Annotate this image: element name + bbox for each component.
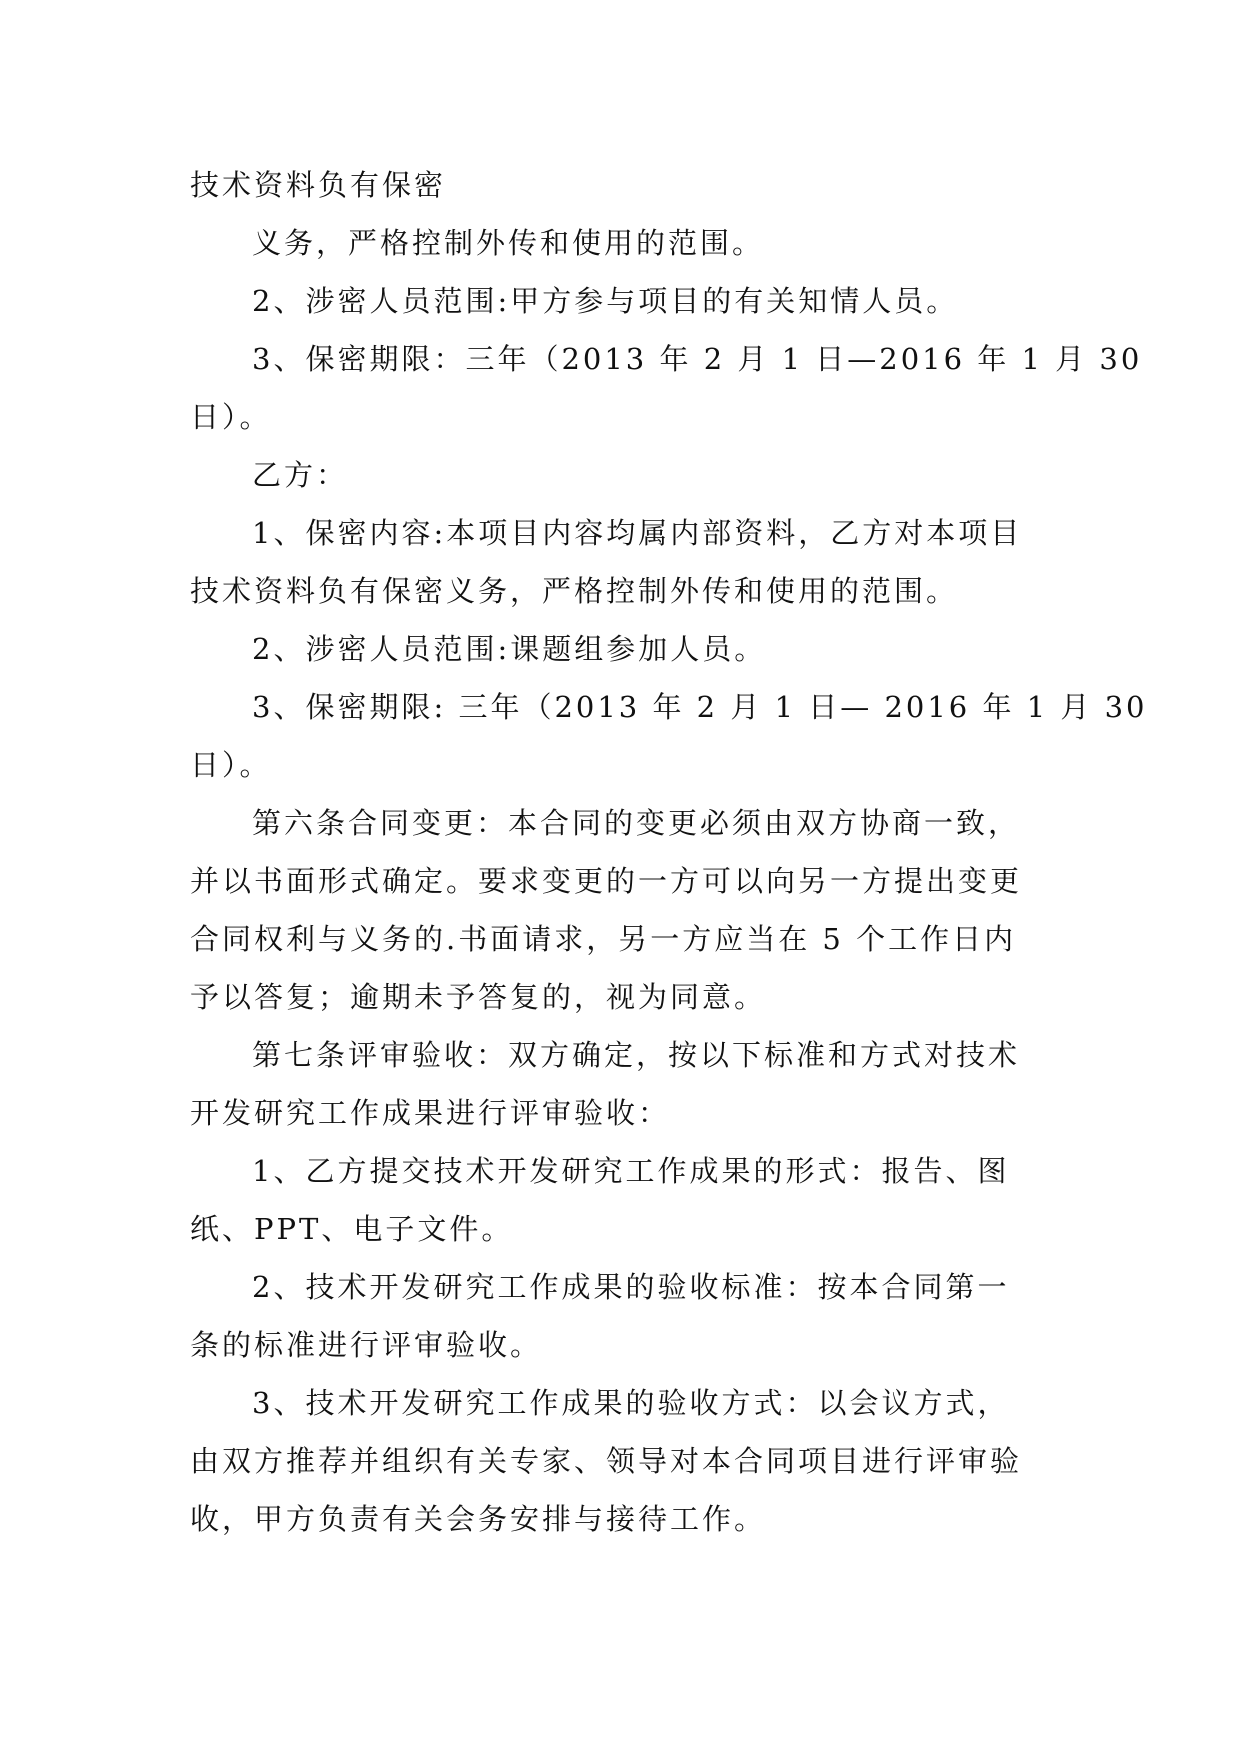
text-line: 3、保密期限: 三年（2013 年 2 月 1 日— 2016 年 1 月 30: [252, 690, 1148, 724]
text-line: 第六条合同变更：本合同的变更必须由双方协商一致，: [252, 806, 1021, 840]
text-line: 纸、PPT、电子文件。: [190, 1212, 514, 1246]
text-line: 条的标准进行评审验收。: [190, 1328, 543, 1362]
text-line: 合同权利与义务的.书面请求，另一方应当在 5 个工作日内: [190, 922, 1017, 956]
text-line: 收，甲方负责有关会务安排与接待工作。: [190, 1502, 767, 1536]
text-line: 乙方：: [252, 458, 349, 492]
text-line: 第七条评审验收：双方确定，按以下标准和方式对技术: [252, 1038, 1021, 1072]
text-line: 予以答复；逾期未予答复的，视为同意。: [190, 980, 767, 1014]
document-body: [190, 156, 1148, 1548]
text-line: 技术资料负有保密义务，严格控制外传和使用的范围。: [190, 574, 959, 608]
text-line: 3、保密期限：三年（2013 年 2 月 1 日—2016 年 1 月 30: [252, 342, 1143, 376]
text-line: 1、保密内容:本项目内容均属内部资料，乙方对本项目: [252, 516, 1023, 550]
text-line: 2、涉密人员范围:课题组参加人员。: [252, 632, 767, 666]
text-line: 3、技术开发研究工作成果的验收方式：以会议方式，: [252, 1386, 1010, 1420]
text-line: 开发研究工作成果进行评审验收：: [190, 1096, 671, 1130]
text-line: 日）。: [190, 400, 272, 434]
text-line: 技术资料负有保密: [190, 168, 447, 202]
text-line: 并以书面形式确定。要求变更的一方可以向另一方提出变更: [190, 864, 1023, 898]
text-line: 1、乙方提交技术开发研究工作成果的形式：报告、图: [252, 1154, 1010, 1188]
text-line: 由双方推荐并组织有关专家、领导对本合同项目进行评审验: [190, 1444, 1023, 1478]
text-line: 2、涉密人员范围:甲方参与项目的有关知情人员。: [252, 284, 959, 318]
text-line: 2、技术开发研究工作成果的验收标准：按本合同第一: [252, 1270, 1010, 1304]
text-line: 义务，严格控制外传和使用的范围。: [252, 226, 765, 260]
text-line: 日）。: [190, 748, 272, 782]
